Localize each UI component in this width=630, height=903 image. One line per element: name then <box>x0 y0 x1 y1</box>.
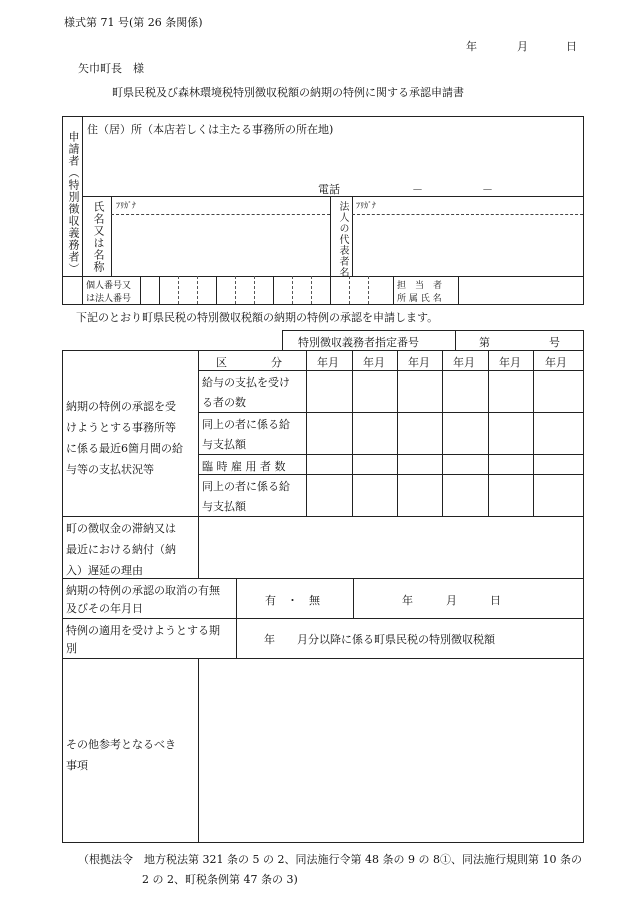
phone-label: 電話 <box>318 183 340 196</box>
arrears-label: 町の徴収金の滞納又は <box>66 522 176 535</box>
staff-label: 担 当 者 <box>397 281 443 291</box>
legal-basis: 2 の 2、町税条例第 47 条の 3) <box>142 873 298 886</box>
representative-field[interactable] <box>355 216 580 274</box>
payment-status-label: に係る最近6箇月間の給 <box>66 442 183 455</box>
phone-exchange-field[interactable] <box>425 180 480 195</box>
designation-label: 特別徴収義務者指定番号 <box>298 336 419 349</box>
payment-status-label: 納期の特例の承認を受 <box>66 400 176 413</box>
row-label-recipients: 給与の支払を受け <box>202 376 290 389</box>
addressee: 矢巾町長 様 <box>78 62 144 75</box>
month-header: 年月 <box>545 356 567 369</box>
id-number-field[interactable] <box>141 277 392 303</box>
form-number: 様式第 71 号(第 26 条関係) <box>64 16 203 29</box>
period-value[interactable]: 年 月分以降に係る町県民税の特別徴収税額 <box>264 633 495 646</box>
furigana-label: ﾌﾘｶﾞﾅ <box>116 201 136 210</box>
address-field[interactable] <box>87 140 579 180</box>
month-header: 年月 <box>363 356 385 369</box>
cancellation-label: 納期の特例の承認の取消の有無 <box>66 584 220 597</box>
row-label-temp-payment: 同上の者に係る給 <box>202 480 290 493</box>
payment-cells[interactable] <box>307 371 583 515</box>
month-header: 年月 <box>317 356 339 369</box>
row-label-recipients: る者の数 <box>202 396 246 409</box>
row-label-payment: 与支払額 <box>202 438 246 451</box>
name-field[interactable] <box>114 216 328 274</box>
furigana-label: ﾌﾘｶﾞﾅ <box>356 201 376 210</box>
reference-label: 事項 <box>66 759 88 772</box>
arrears-label: 最近における納付（納 <box>66 543 176 556</box>
legal-basis: （根拠法令 地方税法第 321 条の 5 の 2、同法施行令第 48 条の 9 の 8①、同法施行規則第 10 条の <box>78 853 582 866</box>
phone-separator: － <box>482 183 493 196</box>
arrears-label: 入）遅延の理由 <box>66 564 143 577</box>
reference-field[interactable] <box>200 660 581 840</box>
month-header: 年月 <box>499 356 521 369</box>
staff-label: 所 属 氏 名 <box>397 294 442 304</box>
payment-status-label: けようとする事務所等 <box>66 421 176 434</box>
row-label-payment: 同上の者に係る給 <box>202 418 290 431</box>
payment-status-label: 与等の支払状況等 <box>66 463 154 476</box>
arrears-reason-field[interactable] <box>200 518 581 576</box>
cancellation-date[interactable]: 年 月 日 <box>402 594 501 607</box>
designation-dai: 第 <box>479 336 490 349</box>
period-label: 別 <box>66 642 77 655</box>
id-number-label: は法人番号 <box>86 294 132 304</box>
month-header: 年月 <box>453 356 475 369</box>
intro-statement: 下記のとおり町県民税の特別徴収税額の納期の特例の承認を申請します。 <box>76 311 439 324</box>
document-title: 町県民税及び森林環境税特別徴収税額の納期の特例に関する承認申請書 <box>112 86 464 99</box>
date-day-label: 日 <box>566 40 577 53</box>
date-year-label: 年 <box>466 40 477 53</box>
row-label-temp-payment: 与支払額 <box>202 500 246 513</box>
phone-number-field[interactable] <box>495 180 575 195</box>
month-header: 年月 <box>408 356 430 369</box>
id-number-label: 個人番号又 <box>86 281 132 291</box>
phone-area-field[interactable] <box>345 180 405 195</box>
designation-go: 号 <box>549 336 560 349</box>
phone-separator: － <box>412 183 423 196</box>
period-label: 特例の適用を受けようとする期 <box>66 624 220 637</box>
designation-number-field[interactable] <box>493 331 545 349</box>
reference-label: その他参考となるべき <box>66 738 176 751</box>
row-label-temp-workers: 臨 時 雇 用 者 数 <box>202 460 286 473</box>
cancellation-choice[interactable]: 有 ・ 無 <box>265 594 320 607</box>
address-label: 住（居）所（本店若しくは主たる事務所の所在地) <box>87 123 334 136</box>
staff-name-field[interactable] <box>460 277 580 303</box>
representative-label: 法人の代表者名 <box>337 201 348 278</box>
cancellation-label: 及びその年月日 <box>66 602 143 615</box>
applicant-section-label: 申請者（特別徴収義務者） <box>67 131 80 275</box>
name-label: 氏名又は名称 <box>92 201 105 273</box>
date-month-label: 月 <box>517 40 528 53</box>
kubun-header: 区 分 <box>216 356 282 369</box>
